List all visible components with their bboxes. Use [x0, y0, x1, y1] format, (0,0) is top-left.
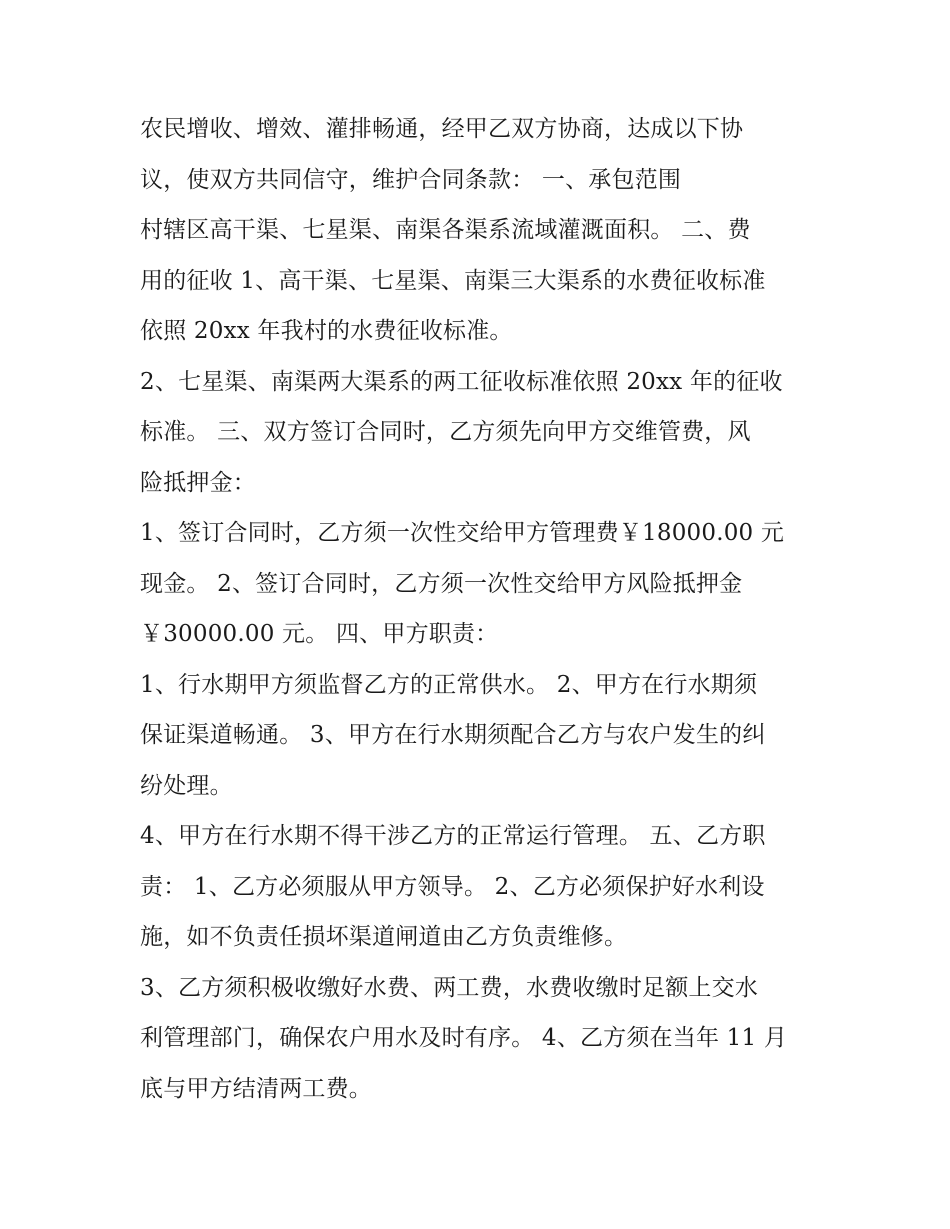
text-line: 底与甲方结清两工费。	[140, 1075, 372, 1102]
text-line: 险抵押金：	[140, 469, 256, 496]
text-line: 2、七星渠、南渠两大渠系的两工征收标准依照 20xx 年的征收	[140, 368, 783, 395]
text-line: 1、签订合同时，乙方须一次性交给甲方管理费￥18000.00 元	[140, 520, 785, 546]
text-line: 1、行水期甲方须监督乙方的正常供水。 2、甲方在行水期须	[140, 671, 758, 698]
text-line: 利管理部门，确保农户用水及时有序。 4、乙方须在当年 11 月	[140, 1025, 788, 1051]
text-line: 用的征收 1、高干渠、七星渠、南渠三大渠系的水费征收标准	[140, 267, 766, 294]
text-line: 3、乙方须积极收缴好水费、两工费，水费收缴时足额上交水	[140, 974, 759, 1001]
text-line: 现金。 2、签订合同时，乙方须一次性交给甲方风险抵押金	[140, 570, 743, 597]
text-line: 标准。 三、双方签订合同时，乙方须先向甲方交维管费，风	[140, 419, 751, 445]
text-line: 依照 20xx 年我村的水费征收标准。	[140, 318, 513, 344]
text-line: 施，如不负责任损坏渠道闸道由乙方负责维修。	[140, 924, 628, 950]
text-line: 4、甲方在行水期不得干涉乙方的正常运行管理。 五、乙方职	[140, 823, 766, 849]
text-line: 责： 1、乙方必须服从甲方领导。 2、乙方必须保护好水利设	[140, 873, 765, 900]
text-line: 纷处理。	[140, 772, 233, 799]
text-line: 保证渠道畅通。 3、甲方在行水期须配合乙方与农户发生的纠	[140, 722, 766, 748]
document-body	[140, 104, 820, 1114]
text-line: 村辖区高干渠、七星渠、南渠各渠系流域灌溉面积。 二、费	[140, 217, 751, 243]
text-line: 农民增收、增效、灌排畅通，经甲乙双方协商，达成以下协	[140, 116, 744, 142]
text-line: 议，使双方共同信守，维护合同条款： 一、承包范围	[140, 166, 682, 193]
text-line: ￥30000.00 元。 四、甲方职责：	[140, 621, 499, 647]
